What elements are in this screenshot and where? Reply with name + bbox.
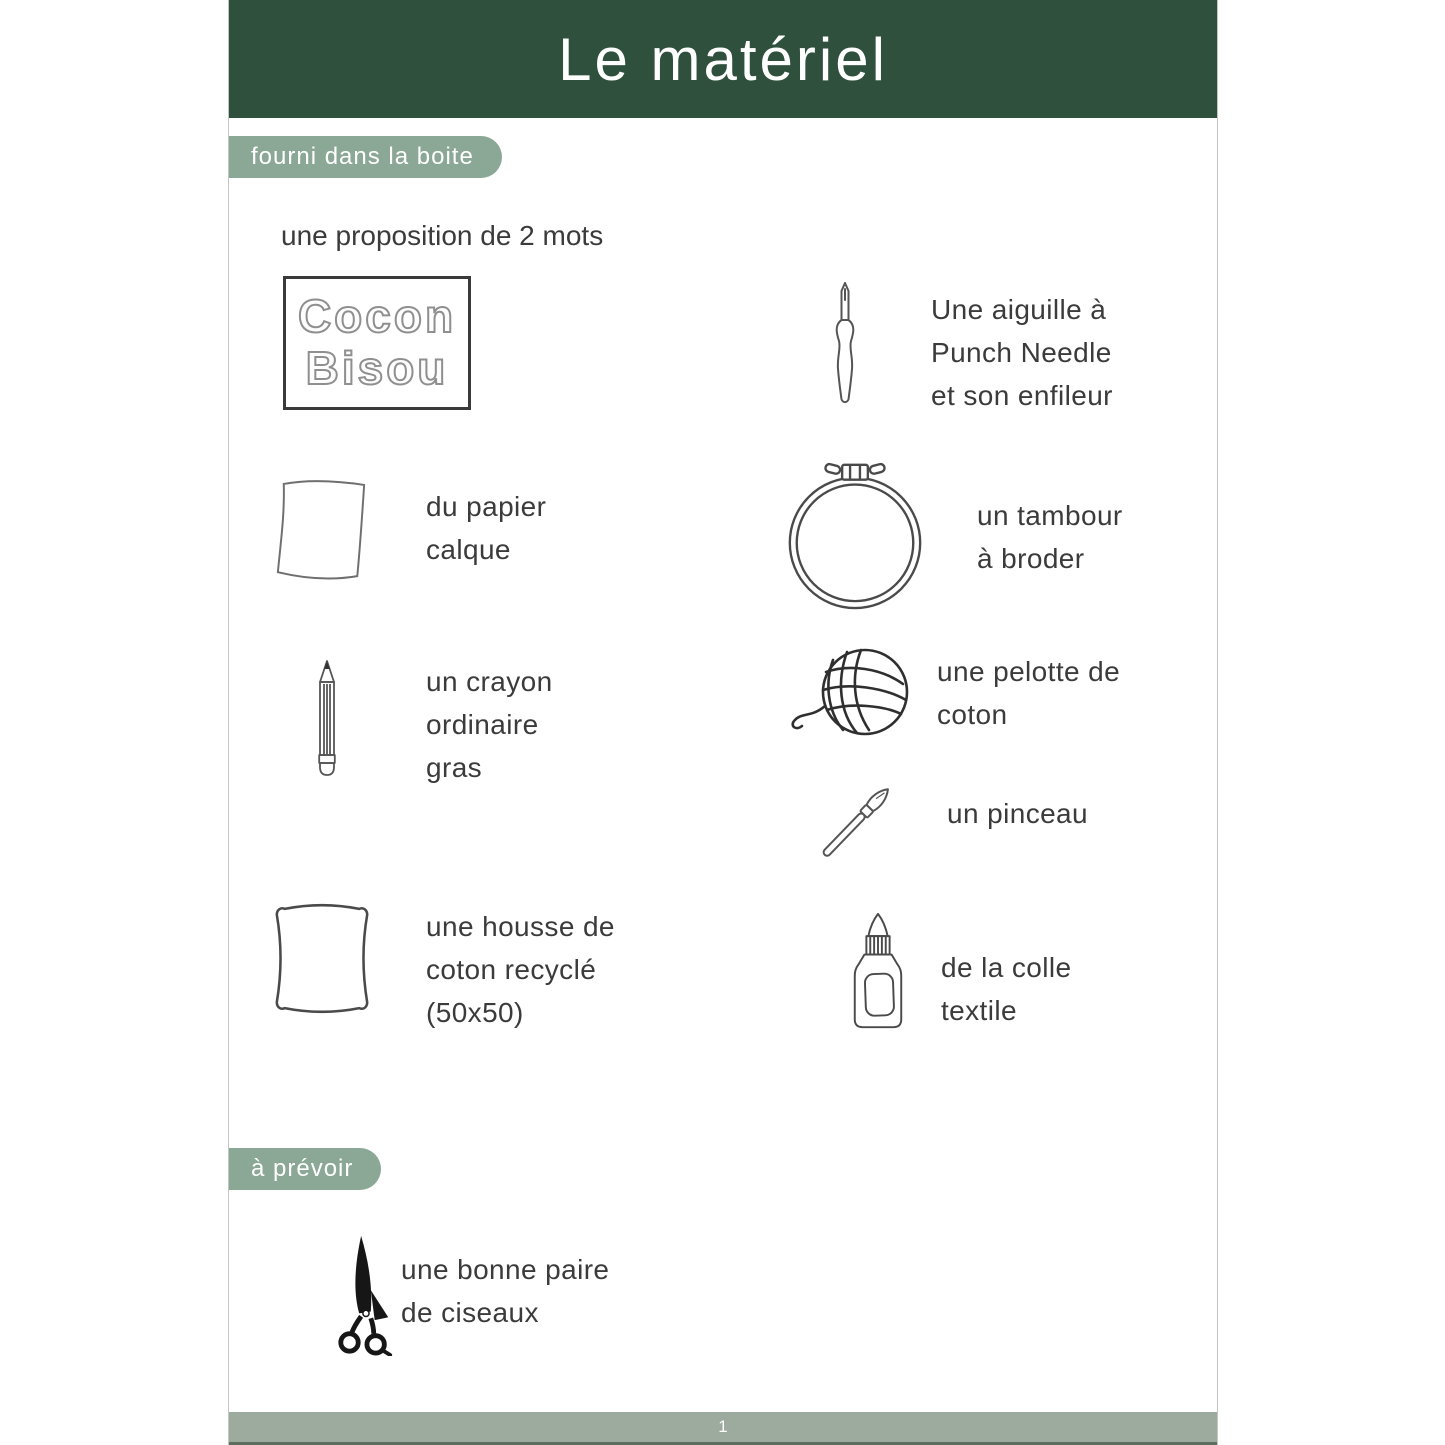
section-badge-to-plan: [229, 1148, 381, 1190]
proposal-word-1: Cocon: [297, 290, 457, 343]
scissors-icon: [329, 1234, 401, 1356]
proposition-label: une proposition de 2 mots: [281, 220, 604, 251]
proposal-word-2: Bisou: [305, 342, 449, 394]
section-badge-to-plan-label: à prévoir: [251, 1155, 354, 1182]
item-label-colle: de la colle textile: [941, 952, 1072, 1026]
section-badge-provided-label: fourni dans la boite: [251, 143, 474, 170]
section-badge-provided: [229, 136, 502, 178]
word-proposal-box: [283, 276, 471, 410]
pencil-icon: [313, 658, 341, 780]
item-label-ciseaux: une bonne paire de ciseaux: [401, 1254, 610, 1328]
page-title: Le matériel: [558, 25, 888, 93]
item-label-crayon: un crayon ordinaire gras: [426, 666, 553, 783]
tracing-paper-icon: [271, 476, 371, 586]
item-label-aiguille: Une aiguille à Punch Needle et son enfileur: [931, 294, 1113, 411]
item-label-housse: une housse de coton recyclé (50x50): [426, 911, 615, 1028]
glue-bottle-icon: [839, 910, 917, 1032]
item-label-papier: du papier calque: [426, 491, 547, 565]
page-header: [229, 0, 1217, 118]
item-label-tambour: un tambour à broder: [977, 500, 1123, 574]
yarn-ball-icon: [789, 642, 917, 748]
document-page: [228, 0, 1218, 1445]
embroidery-hoop-icon: [776, 452, 934, 612]
pillow-cover-icon: [267, 901, 377, 1017]
paintbrush-icon: [809, 776, 905, 868]
page-number: 1: [718, 1417, 728, 1436]
punch-needle-icon: [829, 280, 861, 408]
page-footer: [229, 1412, 1217, 1445]
item-label-pelotte: une pelotte de coton: [937, 656, 1121, 730]
item-label-pinceau: un pinceau: [947, 798, 1089, 829]
